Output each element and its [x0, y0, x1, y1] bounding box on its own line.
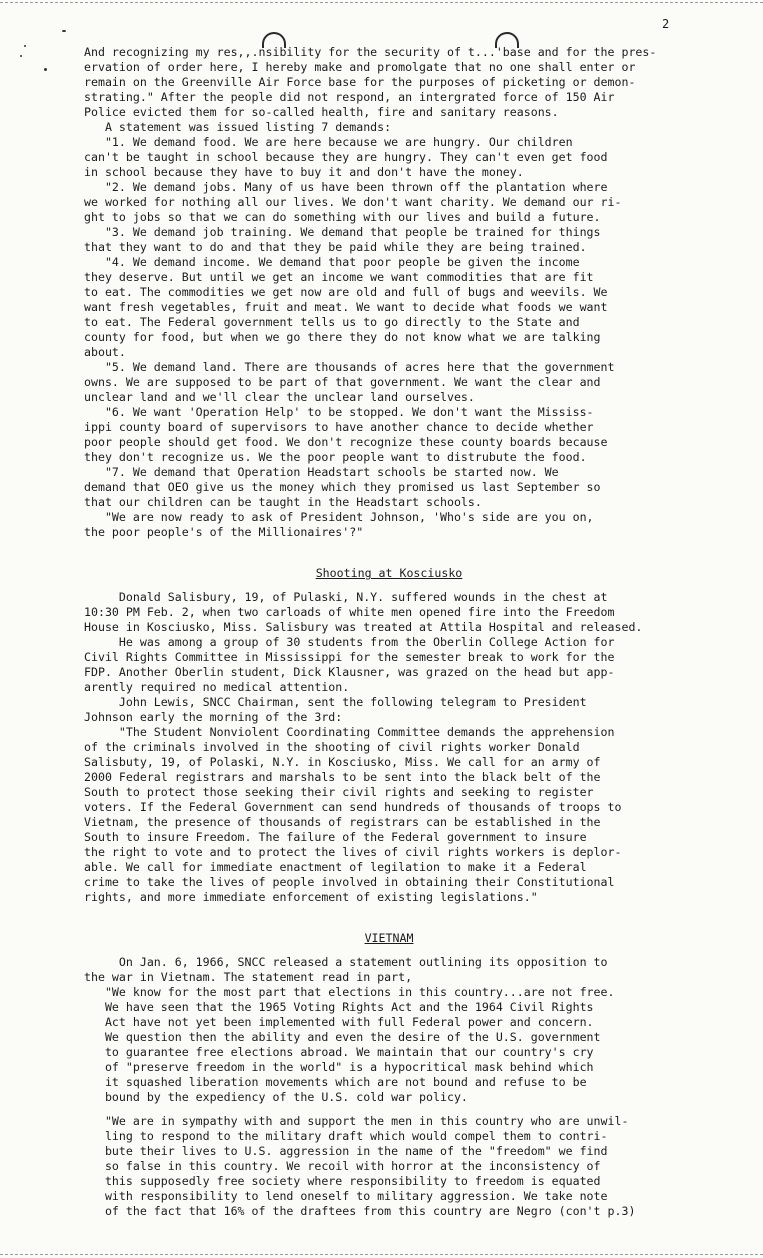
- text-line: "We are now ready to ask of President Johnson, 'Who's side are you on,: [84, 510, 594, 524]
- text-line: Donald Salisbury, 19, of Pulaski, N.Y. suffered wounds in the chest at: [84, 590, 608, 604]
- text-line: that they want to do and that they be paid while they are being trained.: [84, 240, 587, 254]
- text-line: demand that OEO give us the money which they promised us last September so: [84, 480, 601, 494]
- kosciusko-block: [84, 590, 694, 905]
- page-number: 2: [662, 17, 670, 31]
- text-line: "4. We demand income. We demand that poor people be given the income: [84, 255, 580, 269]
- text-line: of the fact that 16% of the draftees from this country are Negro (con't p.3): [84, 1204, 636, 1218]
- text-line: of the criminals involved in the shooting of civil rights worker Donald: [84, 740, 580, 754]
- text-line: "We are in sympathy with and support the men in this country who are unwil-: [84, 1114, 629, 1128]
- text-line: Salisbuty, 19, of Polaski, N.Y. in Kosciusko, Miss. We call for an army of: [84, 755, 601, 769]
- text-line: On Jan. 6, 1966, SNCC released a statement outlining its opposition to: [84, 955, 608, 969]
- text-line: ght to jobs so that we can do something with our lives and build a future.: [84, 210, 601, 224]
- text-line: unclear land and we'll clear the unclear land ourselves.: [84, 390, 475, 404]
- scan-speck: [44, 68, 47, 71]
- document-body: [84, 45, 694, 1219]
- text-line: so false in this country. We recoil with horror at the inconsistency of: [84, 1159, 601, 1173]
- text-line: owns. We are supposed to be part of that government. We want the clear and: [84, 375, 601, 389]
- text-line: "5. We demand land. There are thousands of acres here that the government: [84, 360, 615, 374]
- scan-speck: [20, 55, 22, 57]
- text-line: A statement was issued listing 7 demands:: [84, 120, 392, 134]
- text-line: strating." After the people did not respond, an intergrated force of 150 Air: [84, 90, 615, 104]
- text-line: 10:30 PM Feb. 2, when two carloads of white men opened fire into the Freedom: [84, 605, 615, 619]
- bottom-edge: [0, 1254, 763, 1255]
- text-line: House in Kosciusko, Miss. Salisbury was treated at Attila Hospital and released.: [84, 620, 643, 634]
- text-line: "1. We demand food. We are here because we are hungry. Our children: [84, 135, 573, 149]
- text-line: this supposedly free society where responsibility to freedom is equated: [84, 1174, 601, 1188]
- intro-block: [84, 45, 694, 540]
- heading-vietnam: VIETNAM: [364, 931, 414, 945]
- text-line: to eat. The commodities we get now are old and full of bugs and weevils. We: [84, 285, 608, 299]
- text-line: to guarantee free elections abroad. We maintain that our country's cry: [84, 1045, 594, 1059]
- scan-speck: [24, 45, 26, 47]
- text-line: We have seen that the 1965 Voting Rights Act and the 1964 Civil Rights: [84, 1000, 594, 1014]
- text-line: voters. If the Federal Government can send hundreds of thousands of troops to: [84, 800, 622, 814]
- text-line: ippi county board of supervisors to have another chance to decide whether: [84, 420, 594, 434]
- text-line: ling to respond to the military draft which would compel them to contri-: [84, 1129, 608, 1143]
- text-line: remain on the Greenville Air Force base for the purposes of picketing or demon-: [84, 75, 636, 89]
- top-edge: [0, 2, 763, 3]
- text-line: to eat. The Federal government tells us to go directly to the State and: [84, 315, 580, 329]
- text-line: the war in Vietnam. The statement read in part,: [84, 970, 413, 984]
- text-line: with responsibility to lend oneself to military aggression. We take note: [84, 1189, 608, 1203]
- heading-kosciusko: Shooting at Kosciusko: [315, 566, 463, 580]
- text-line: we worked for nothing all our lives. We don't want charity. We demand our ri-: [84, 195, 622, 209]
- text-line: South to protect those seeking their civil rights and seeking to register: [84, 785, 594, 799]
- text-line: Civil Rights Committee in Mississippi for the semester break to work for the: [84, 650, 615, 664]
- text-line: about.: [84, 345, 126, 359]
- text-line: Johnson early the morning of the 3rd:: [84, 710, 343, 724]
- text-line: 2000 Federal registrars and marshals to be sent into the black belt of the: [84, 770, 601, 784]
- text-line: John Lewis, SNCC Chairman, sent the following telegram to President: [84, 695, 587, 709]
- text-line: "6. We want 'Operation Help' to be stopped. We don't want the Mississ-: [84, 405, 594, 419]
- text-line: bute their lives to U.S. aggression in the name of the "freedom" we find: [84, 1144, 608, 1158]
- text-line: We question then the ability and even the desire of the U.S. government: [84, 1030, 601, 1044]
- text-line: the poor people's of the Millionaires'?": [84, 525, 364, 539]
- text-line: "2. We demand jobs. Many of us have been thrown off the plantation where: [84, 180, 608, 194]
- text-line: in school because they have to buy it and don't have the money.: [84, 165, 524, 179]
- text-line: FDP. Another Oberlin student, Dick Klausner, was grazed on the head but app-: [84, 665, 615, 679]
- text-line: the right to vote and to protect the lives of civil rights workers is deplor-: [84, 845, 622, 859]
- text-line: "3. We demand job training. We demand that people be trained for things: [84, 225, 601, 239]
- text-line: "7. We demand that Operation Headstart schools be started now. We: [84, 465, 559, 479]
- text-line: Police evicted them for so-called health, fire and sanitary reasons.: [84, 105, 559, 119]
- text-line: it squashed liberation movements which are not bound and refuse to be: [84, 1075, 587, 1089]
- text-line: they don't recognize us. We the poor people want to distrubute the food.: [84, 450, 587, 464]
- vietnam-block-2: [84, 1114, 694, 1219]
- text-line: poor people should get food. We don't recognize these county boards because: [84, 435, 608, 449]
- text-line: And recognizing my res,,.nsibility for the security of t...'base and for the pres-: [84, 45, 657, 59]
- text-line: can't be taught in school because they are hungry. They can't even get food: [84, 150, 608, 164]
- text-line: of "preserve freedom in the world" is a hypocritical mask behind which: [84, 1060, 594, 1074]
- text-line: ervation of order here, I hereby make and promolgate that no one shall enter or: [84, 60, 636, 74]
- text-line: "The Student Nonviolent Coordinating Committee demands the apprehension: [84, 725, 615, 739]
- text-line: He was among a group of 30 students from the Oberlin College Action for: [84, 635, 615, 649]
- text-line: rights, and more immediate enforcement of existing legislations.": [84, 890, 538, 904]
- text-line: crime to take the lives of people involved in obtaining their Constitutional: [84, 875, 615, 889]
- scan-speck: [62, 30, 66, 32]
- text-line: able. We call for immediate enactment of legilation to make it a Federal: [84, 860, 587, 874]
- text-line: "We know for the most part that elections in this country...are not free.: [84, 985, 615, 999]
- text-line: they deserve. But until we get an income we want commodities that are fit: [84, 270, 594, 284]
- text-line: arently required no medical attention.: [84, 680, 350, 694]
- text-line: bound by the expediency of the U.S. cold war policy.: [84, 1090, 468, 1104]
- text-line: South to insure Freedom. The failure of the Federal government to insure: [84, 830, 587, 844]
- text-line: Act have not yet been implemented with full Federal power and concern.: [84, 1015, 594, 1029]
- text-line: county for food, but when we go there they do not know what we are talking: [84, 330, 601, 344]
- text-line: want fresh vegetables, fruit and meat. We want to decide what foods we want: [84, 300, 608, 314]
- text-line: Vietnam, the presence of thousands of registrars can be established in the: [84, 815, 601, 829]
- vietnam-block: [84, 955, 694, 1105]
- text-line: that our children can be taught in the Headstart schools.: [84, 495, 482, 509]
